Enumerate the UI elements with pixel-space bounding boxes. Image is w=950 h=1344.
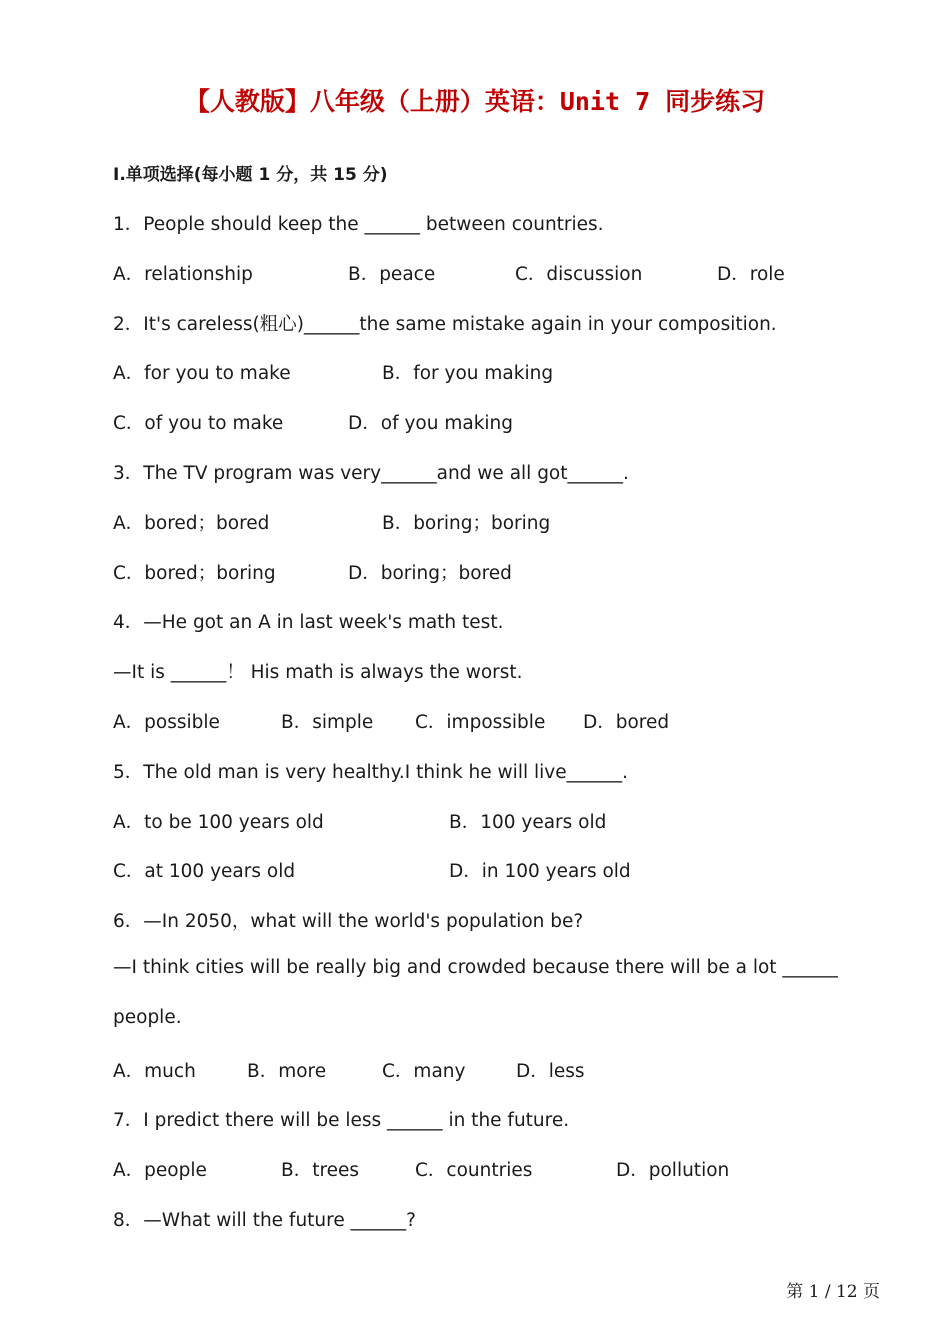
option-a: A．possible: [113, 712, 220, 733]
option-a: A．to be 100 years old: [113, 812, 324, 833]
question-stem-continued: people.: [113, 1007, 182, 1028]
option-b: B．boring；boring: [382, 513, 551, 534]
page-title: 【人教版】八年级（上册）英语：Unit 7 同步练习: [184, 87, 766, 116]
section-heading: Ⅰ.单项选择(每小题 1 分，共 15 分): [113, 165, 388, 185]
question-stem: 5．The old man is very healthy.I think he will live______.: [113, 762, 628, 783]
option-a: A．much: [113, 1061, 196, 1082]
option-d: D．less: [516, 1061, 585, 1082]
option-b: B．100 years old: [449, 812, 607, 833]
option-c: C．discussion: [515, 264, 643, 285]
option-b: B．simple: [281, 712, 374, 733]
option-d: D．pollution: [616, 1160, 730, 1181]
option-d: D．of you making: [348, 413, 514, 434]
option-d: D．role: [717, 264, 785, 285]
page-number: 第 1 / 12 页: [786, 1282, 880, 1302]
question-stem: 1．People should keep the ______ between countries.: [113, 214, 604, 235]
question-stem: 2．It's careless(粗心)______the same mistake again in your composition.: [113, 314, 777, 335]
option-d: D．bored: [583, 712, 670, 733]
question-stem: 4．—He got an A in last week's math test.: [113, 612, 504, 633]
question-stem: 3．The TV program was very______and we all got______.: [113, 463, 629, 484]
option-d: D．in 100 years old: [449, 861, 631, 882]
option-a: A．bored；bored: [113, 513, 270, 534]
option-a: A．people: [113, 1160, 207, 1181]
option-b: B．peace: [348, 264, 436, 285]
option-b: B．for you making: [382, 363, 554, 384]
option-c: C．of you to make: [113, 413, 284, 434]
option-d: D．boring；bored: [348, 563, 512, 584]
option-c: C．countries: [415, 1160, 533, 1181]
question-stem-continued: —It is ______！ His math is always the worst.: [113, 662, 523, 683]
option-c: C．at 100 years old: [113, 861, 296, 882]
option-c: C．impossible: [415, 712, 546, 733]
question-stem: 6．—In 2050，what will the world's population be?: [113, 911, 584, 932]
option-c: C．bored；boring: [113, 563, 276, 584]
option-b: B．trees: [281, 1160, 360, 1181]
question-stem: 8．—What will the future ______?: [113, 1210, 416, 1231]
option-a: A．for you to make: [113, 363, 291, 384]
option-a: A．relationship: [113, 264, 253, 285]
question-stem-continued: —I think cities will be really big and crowded because there will be a lot ______: [113, 957, 838, 978]
option-c: C．many: [382, 1061, 466, 1082]
question-stem: 7．I predict there will be less ______ in the future.: [113, 1110, 570, 1131]
option-b: B．more: [247, 1061, 327, 1082]
